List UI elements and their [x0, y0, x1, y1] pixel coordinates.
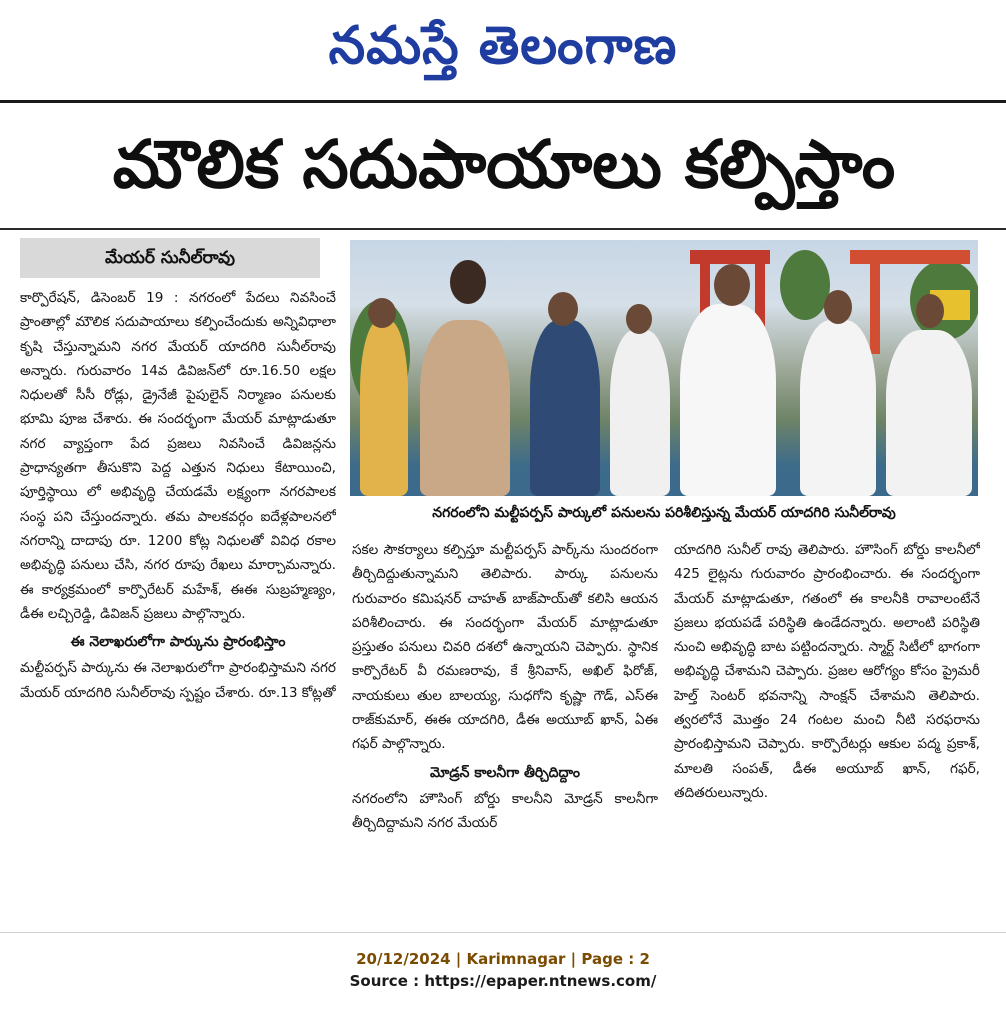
paragraph: నగరంలోని హౌసింగ్ బోర్డు కాలనీని మోడ్రన్ కాలనీగా తీర్చిదిద్దామని నగర మేయర్ — [352, 790, 658, 832]
photo-caption: నగరంలోని మల్టీపర్పస్ పార్కులో పనులను పరిశీలిస్తున్న మేయర్ యాదగిరి సునీల్‌రావు — [432, 505, 896, 521]
headline-divider — [0, 228, 1006, 230]
masthead-divider — [0, 100, 1006, 103]
newspaper-logo: నమస్తే తెలంగాణ — [328, 16, 678, 76]
footer — [0, 948, 1006, 992]
paragraph: యాదగిరి సునీల్ రావు తెలిపారు. హౌసింగ్ బోర్డు కాలనీలో 425 లైట్లను గురువారం ప్రారంభించారు. ఈ సందర్భంగా మేయర్ మాట్లాడుతూ, గతంలో ఈ కాలనీకి రావాలంటేనే ప్రజలు భయపడే పరిస్థితి ఉండేదన్నారు. అలాంటి పరిస్థితి నుంచి అభివృద్ధి బాట పట్టిందన్నారు. స్మార్ట్ సిటీలో భాగంగా అభివృద్ధి చేశామని చెప్పారు. ప్రజల ఆరోగ్యం కోసం ప్రైమరీ హెల్త్ సెంటర్ భవనాన్ని సాంక్షన్ చేశామని తెలిపారు. త్వరలోనే మొత్తం 24 గంటల మంచి నీటి సరఫరాను ప్రారంభిస్తామని చెప్పారు. కార్పొరేటర్లు ఆకుల పద్మ ప్రకాశ్, మాలతి సంపత్, డీఈ అయూబ్ ఖాన్, గఫర్, తదితరులున్నారు. — [674, 542, 980, 801]
edition-info: 20/12/2024 | Karimnagar | Page : 2 — [356, 950, 650, 968]
paragraph: మల్టీపర్పస్ పార్కును ఈ నెలాఖరులోగా ప్రారంభిస్తామని నగర మేయర్ యాదగిరి సునీల్‌రావు స్పష్టం చేశారు. రూ.13 కోట్లతో — [20, 660, 336, 701]
paragraph: సకల సౌకర్యాలు కల్పిస్తూ మల్టీపర్పస్ పార్క్‌ను సుందరంగా తీర్చిదిద్దుతున్నామని తెలిపారు. పార్కు పనులను గురువారం కమిషనర్ చాహత్ బాజ్‌పాయ్‌తో కలిసి ఆయన పరిశీలించారు. ఈ సందర్భంగా మేయర్ మాట్లాడుతూ ప్రస్తుతం పనులు చివరి దశలో ఉన్నాయని చెప్పారు. స్థానిక కార్పొరేటర్ వీ రమణరావు, కే శ్రీనివాస్, అఖిల్ ఫిరోజ్, నాయకులు తుల బాలయ్య, సుధగోని కృష్ణా గౌడ్, ఎస్‌ఈ రాజ్‌కుమార్, ఈఈ యాదగిరి, డీఈ అయూబ్ ఖాన్, ఏఈ గఫర్ పాల్గొన్నారు. — [352, 542, 658, 753]
article-column-2 — [352, 538, 658, 919]
article-photo — [350, 240, 978, 496]
article-column-1 — [20, 286, 336, 919]
masthead — [0, 0, 1006, 100]
article-column-3 — [674, 538, 980, 919]
article-headline: మౌలిక సదుపాయాలు కల్పిస్తాం — [112, 126, 896, 203]
source-link[interactable]: Source : https://epaper.ntnews.com/ — [349, 972, 657, 990]
byline: మేయర్ సునీల్‌రావు — [20, 238, 320, 278]
subheading: ఈ నెలాఖరులోగా పార్కును ప్రారంభిస్తాం — [70, 634, 286, 651]
footer-divider — [0, 932, 1006, 933]
paragraph: కార్పొరేషన్, డిసెంబర్ 19 : నగరంలో పేదలు నివసించే ప్రాంతాల్లో మౌలిక సదుపాయాలు కల్పించేందుకు అన్నివిధాలా కృషి చేస్తున్నామని నగర మేయర్ యాదగిరి సునీల్‌రావు అన్నారు. గురువారం 14వ డివిజన్‌లో రూ.16.50 లక్షల నిధులతో సీసీ రోడ్లు, డ్రైనేజీ పైపులైన్ నిర్మాణం పనులకు భూమి పూజ చేశారు. ఈ సందర్భంగా మేయర్ మాట్లాడుతూ నగర వ్యాప్తంగా పేద ప్రజలు నివసించే డివిజన్లను ప్రాధాన్యతగా తీసుకొని పెద్ద ఎత్తున నిధులు కేటాయించి, పూర్తిస్థాయి లో అభివృద్ధి చేయడమే లక్ష్యంగా నగరపాలక సంస్థ పని చేస్తుందన్నారు. తమ పాలకవర్గం ఐదేళ్లపాలనలో నగరాన్ని దాదాపు రూ. 1200 కోట్ల నిధులతో వివిధ రకాల అభివృద్ధి పనులు చేసి, నగర రూపు రేఖలు మార్చామన్నారు. ఈ కార్యక్రమంలో కార్పొరేటర్ మహేశ్, ఈఈ సుబ్రహ్మణ్యం, డీఈ లచ్చిరెడ్డి, డివిజన్ ప్రజలు పాల్గొన్నారు. — [20, 290, 336, 622]
subheading: మోడ్రన్ కాలనీగా తీర్చిదిద్దాం — [429, 764, 581, 781]
